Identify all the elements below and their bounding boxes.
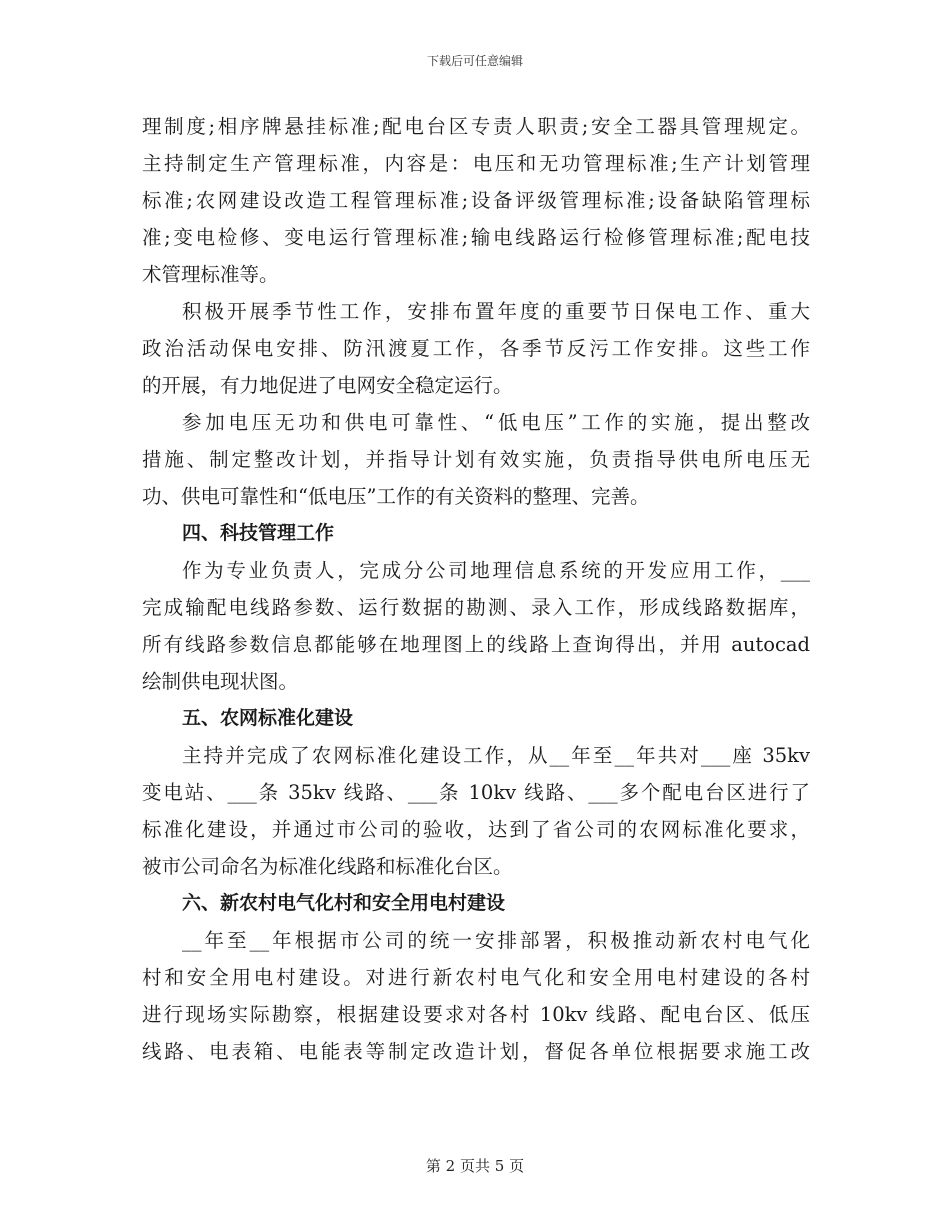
text-line: 政治活动保电安排、防汛渡夏工作，各季节反污工作安排。这些工作 (142, 337, 810, 360)
document-body (142, 108, 810, 1070)
text-line: 进行现场实际勘察，根据建设要求对各村 10kv 线路、配电台区、低压 (142, 1003, 810, 1026)
paragraph-grid-standardization (142, 737, 810, 885)
text-line: 的开展，有力地促进了电网安全稳定运行。 (142, 374, 513, 397)
text-line: 绘制供电现状图。 (142, 670, 299, 693)
text-line: 主持制定生产管理标准，内容是：电压和无功管理标准;生产计划管理 (142, 152, 810, 175)
text-line: 措施、制定整改计划，并指导计划有效实施，负责指导供电所电压无 (142, 448, 810, 471)
text-line: 主持并完成了农网标准化建设工作，从__年至__年共对___座 35kv (182, 744, 810, 767)
text-line: 作为专业负责人，完成分公司地理信息系统的开发应用工作，___ (182, 559, 810, 582)
text-line: 术管理标准等。 (142, 263, 279, 286)
paragraph-tech-management (142, 552, 810, 700)
text-line: 村和安全用电村建设。对进行新农村电气化和安全用电村建设的各村 (142, 966, 810, 989)
text-line: 参加电压无功和供电可靠性、“低电压”工作的实施，提出整改 (182, 411, 810, 434)
text-line: __年至__年根据市公司的统一安排部署，积极推动新农村电气化 (182, 929, 810, 952)
paragraph-seasonal-work (142, 293, 810, 404)
page-number-footer: 第 2 页共 5 页 (425, 1157, 525, 1175)
text-line: 完成输配电线路参数、运行数据的勘测、录入工作，形成线路数据库， (142, 596, 810, 619)
paragraph-voltage-reliability (142, 404, 810, 515)
section-heading-grid-standardization: 五、农网标准化建设 (182, 707, 354, 729)
text-line: 被市公司命名为标准化线路和标准化台区。 (142, 855, 513, 878)
text-line: 标准化建设，并通过市公司的验收，达到了省公司的农网标准化要求， (142, 818, 810, 841)
paragraph-management-standards (142, 108, 810, 293)
paragraph-rural-electrification (142, 922, 810, 1070)
section-heading-rural-electrification: 六、新农村电气化村和安全用电村建设 (182, 892, 506, 914)
text-line: 变电站、___条 35kv 线路、___条 10kv 线路、___多个配电台区进行了 (142, 781, 810, 804)
page-header: 下载后可任意编辑 (426, 54, 523, 68)
text-line: 标准;农网建设改造工程管理标准;设备评级管理标准;设备缺陷管理标 (142, 189, 810, 212)
section-heading-tech-management: 四、科技管理工作 (182, 522, 335, 544)
text-line: 积极开展季节性工作，安排布置年度的重要节日保电工作、重大 (182, 300, 810, 323)
text-line: 线路、电表箱、电能表等制定改造计划，督促各单位根据要求施工改 (142, 1040, 810, 1063)
text-line: 理制度;相序牌悬挂标准;配电台区专责人职责;安全工器具管理规定。 (142, 115, 810, 138)
text-line: 功、供电可靠性和“低电压”工作的有关资料的整理、完善。 (142, 485, 650, 508)
text-line: 准;变电检修、变电运行管理标准;输电线路运行检修管理标准;配电技 (142, 226, 810, 249)
text-line: 所有线路参数信息都能够在地理图上的线路上查询得出，并用 autocad (142, 633, 810, 656)
